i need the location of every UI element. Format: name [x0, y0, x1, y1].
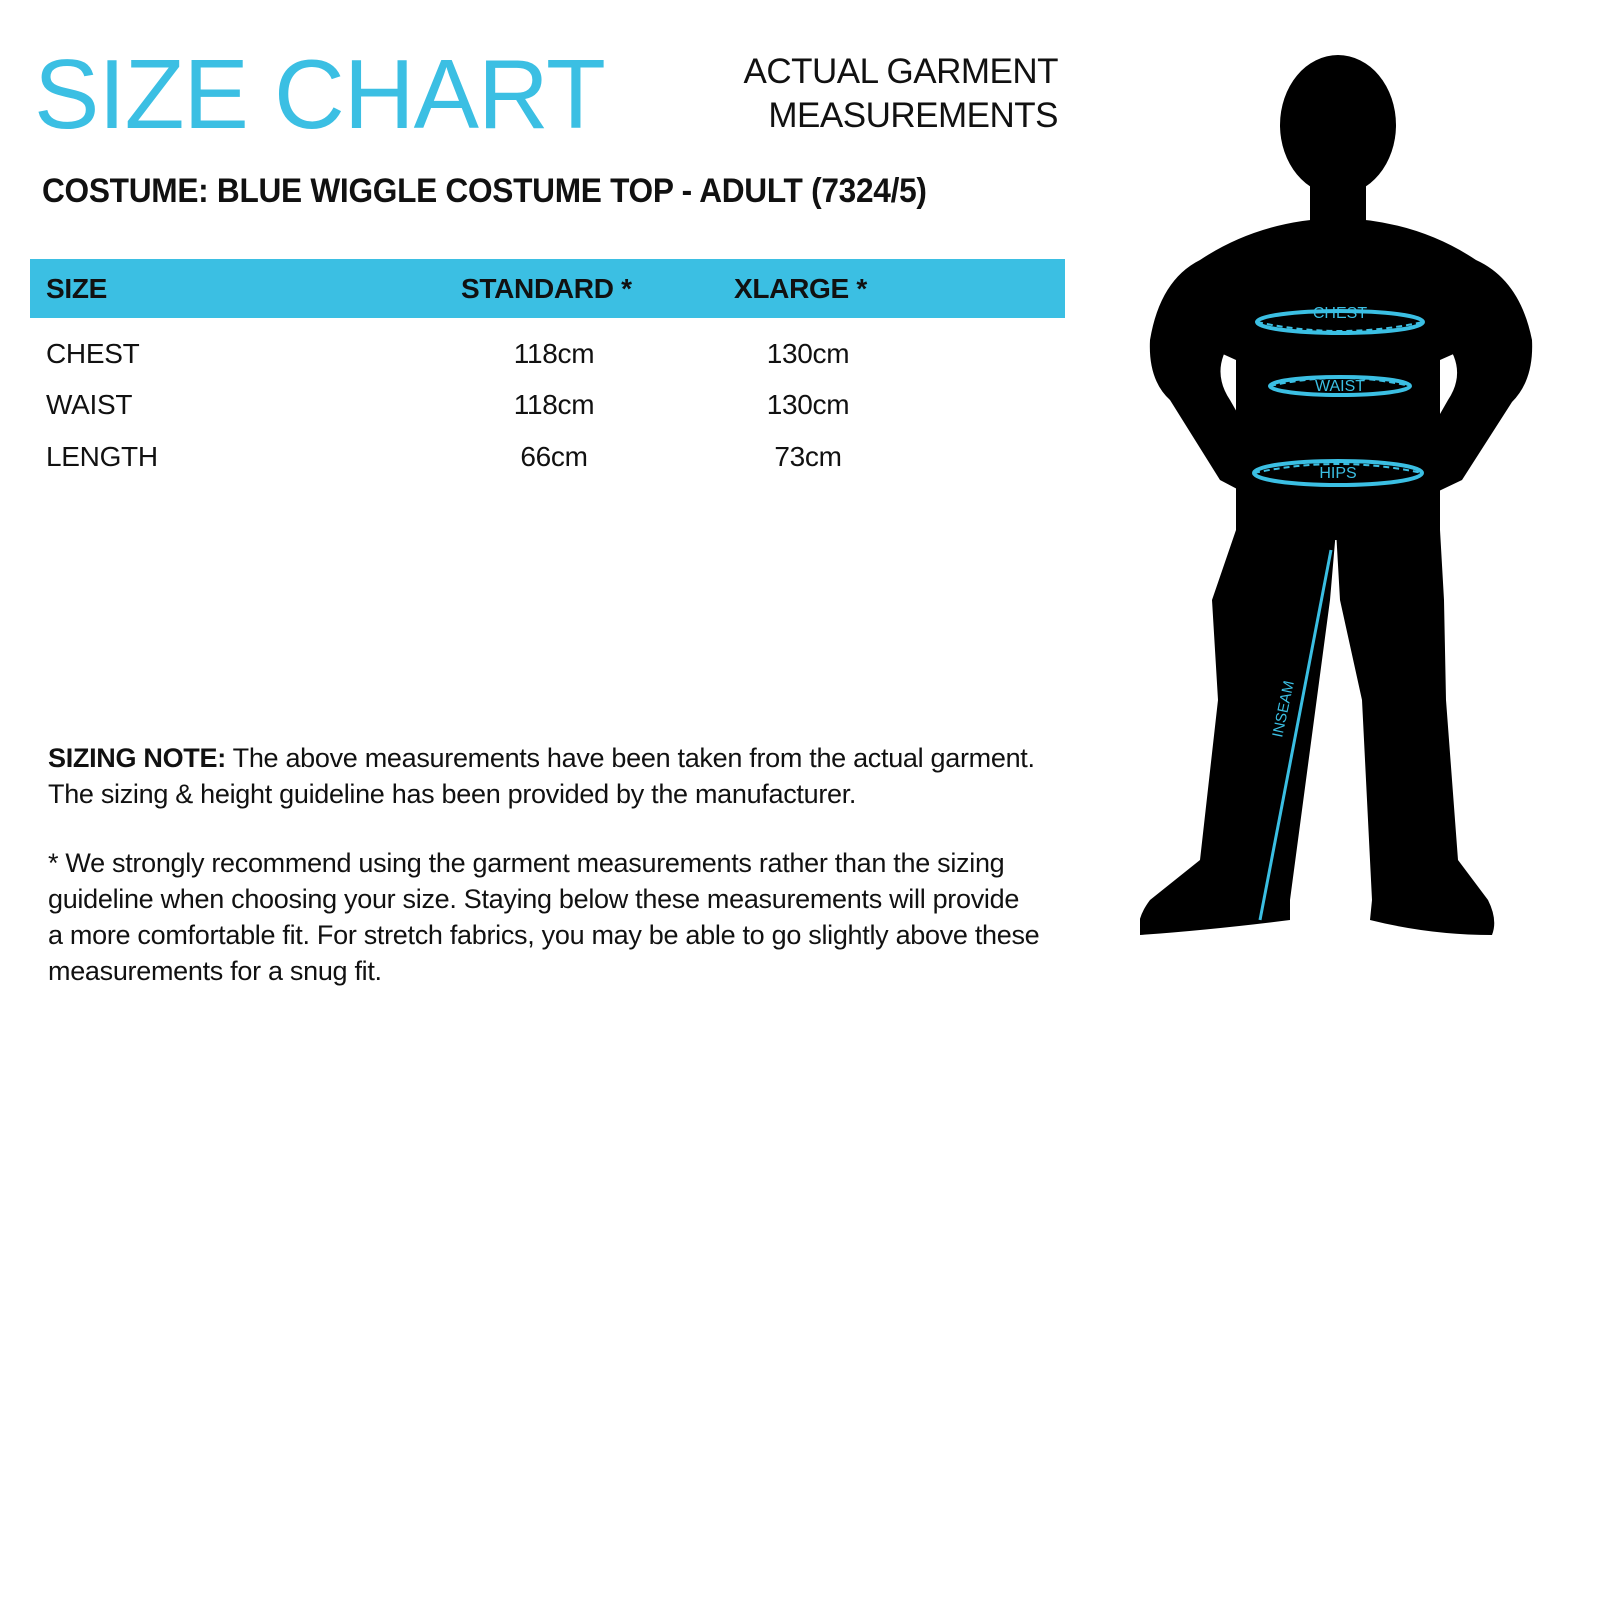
- body-silhouette-figure: [1140, 40, 1560, 980]
- header-standard: STANDARD *: [461, 273, 632, 304]
- sizing-note: [48, 740, 1048, 812]
- page-title: SIZE CHART: [34, 39, 605, 149]
- recommendation-note: [48, 845, 1048, 989]
- waist-label: WAIST: [1314, 378, 1366, 395]
- recommendation-line: guideline when choosing your size. Staying below these measurements will provide: [48, 884, 1020, 914]
- row-label: WAIST: [46, 389, 133, 420]
- header-size: SIZE: [46, 273, 108, 304]
- caption-line-1: ACTUAL GARMENT: [743, 52, 1058, 91]
- row-label: CHEST: [46, 338, 140, 369]
- size-table-header: [30, 259, 1065, 318]
- sizing-note-text-2: The sizing & height guideline has been provided by the manufacturer.: [48, 779, 857, 809]
- xlarge-value: 73cm: [774, 441, 842, 472]
- sizing-note-text: The above measurements have been taken from the actual garment.: [225, 743, 1035, 773]
- costume-title: COSTUME: BLUE WIGGLE COSTUME TOP - ADULT (7324/5): [42, 172, 927, 210]
- hips-label: HIPS: [1319, 465, 1357, 482]
- standard-value: 66cm: [520, 441, 588, 472]
- row-label: LENGTH: [46, 441, 158, 472]
- recommendation-line: measurements for a snug fit.: [48, 956, 382, 986]
- standard-value: 118cm: [513, 338, 595, 369]
- recommendation-line: a more comfortable fit. For stretch fabrics, you may be able to go slightly above these: [48, 920, 1040, 950]
- inseam-label: INSEAM: [1269, 679, 1298, 739]
- recommendation-line: * We strongly recommend using the garment measurements rather than the sizing: [48, 848, 1005, 878]
- table-row: [0, 389, 1100, 433]
- chest-label: CHEST: [1312, 305, 1368, 322]
- table-row: [0, 441, 1100, 485]
- xlarge-value: 130cm: [766, 338, 850, 369]
- header-xlarge: XLARGE *: [734, 273, 867, 304]
- table-row: [0, 338, 1100, 382]
- sizing-note-label: SIZING NOTE:: [48, 743, 226, 773]
- standard-value: 118cm: [513, 389, 595, 420]
- silhouette-shape: [1140, 55, 1532, 935]
- body-silhouette-icon: [1140, 40, 1560, 980]
- xlarge-value: 130cm: [766, 389, 850, 420]
- caption-line-2: MEASUREMENTS: [768, 96, 1058, 135]
- measurements-caption: [743, 50, 1058, 138]
